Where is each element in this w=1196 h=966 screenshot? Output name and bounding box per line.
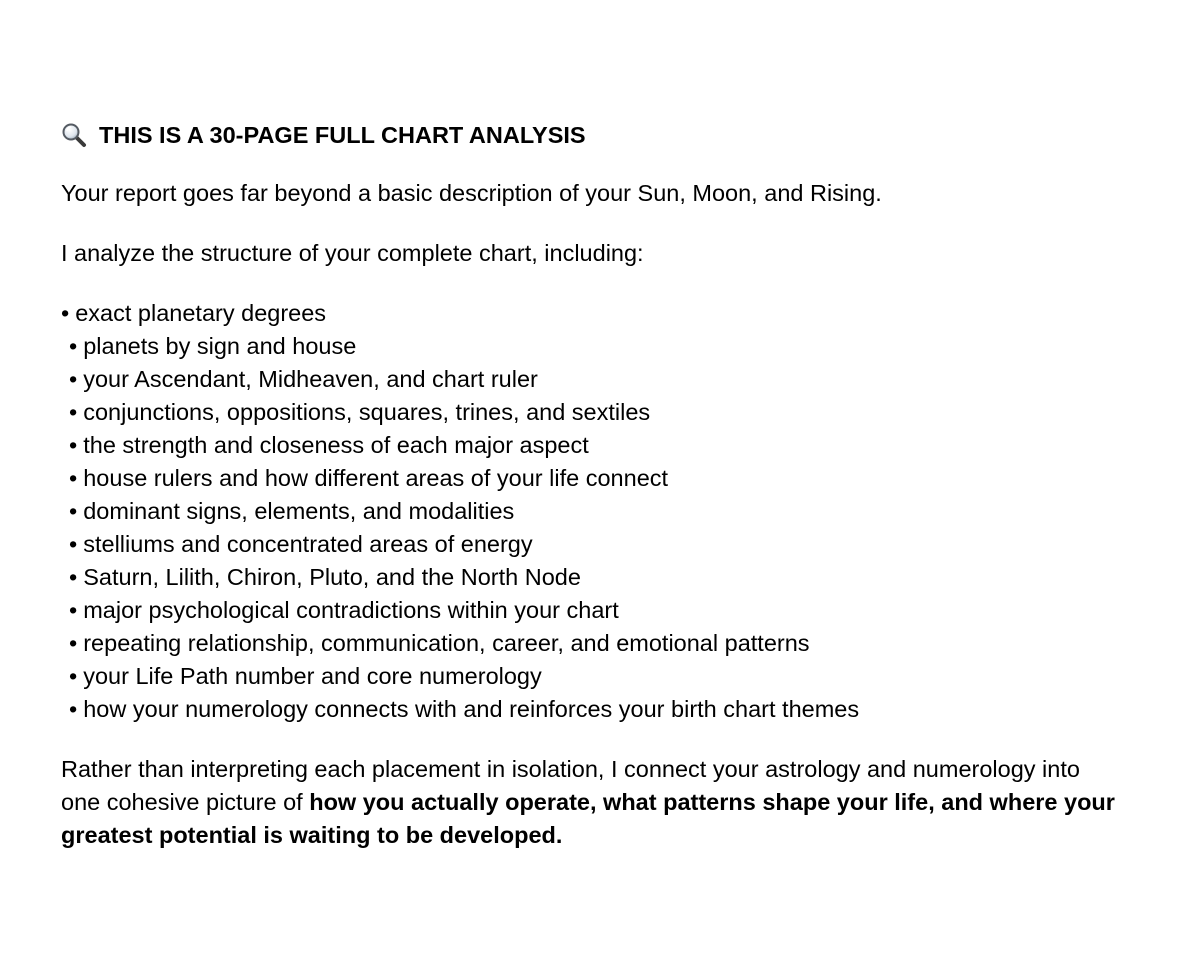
bullet-item (61, 495, 1141, 528)
bullet-item (61, 330, 1141, 363)
bullet-dot: • (69, 696, 78, 722)
closing-bold-text: how you actually operate, what patterns shape your life, and where your greatest potential is waiting to be developed. (61, 789, 1115, 848)
bullet-dot: • (69, 564, 78, 590)
bullet-item (61, 627, 1141, 660)
bullet-dot: • (69, 531, 78, 557)
bullet-dot: • (69, 465, 78, 491)
bullet-text: the strength and closeness of each major aspect (83, 432, 589, 458)
bullet-text: how your numerology connects with and reinforces your birth chart themes (83, 696, 860, 722)
bullet-dot: • (69, 663, 78, 689)
bullet-item (61, 561, 1141, 594)
bullet-text: exact planetary degrees (75, 300, 327, 326)
bullet-item (61, 297, 1141, 330)
bullet-dot: • (69, 399, 78, 425)
bullet-dot: • (69, 498, 78, 524)
bullet-item (61, 363, 1141, 396)
bullet-text: your Life Path number and core numerology (83, 663, 542, 689)
bullet-text: repeating relationship, communication, career, and emotional patterns (83, 630, 810, 656)
bullet-dot: • (69, 432, 78, 458)
bullet-item (61, 462, 1141, 495)
bullet-text: dominant signs, elements, and modalities (83, 498, 515, 524)
bullet-dot: • (69, 366, 78, 392)
bullet-item (61, 429, 1141, 462)
bullet-item (61, 528, 1141, 561)
section-heading (61, 117, 1141, 153)
bullet-item (61, 693, 1141, 726)
magnifying-glass-icon (61, 122, 87, 148)
bullet-text: Saturn, Lilith, Chiron, Pluto, and the North Node (83, 564, 581, 590)
bullet-item (61, 594, 1141, 627)
closing-paragraph (61, 753, 1121, 852)
document-body (61, 117, 1141, 852)
bullet-dot: • (69, 630, 78, 656)
heading-text: THIS IS A 30-PAGE FULL CHART ANALYSIS (99, 121, 586, 148)
bullet-text: house rulers and how different areas of your life connect (83, 465, 669, 491)
intro-paragraph: Your report goes far beyond a basic description of your Sun, Moon, and Rising. (61, 180, 882, 206)
bullet-text: major psychological contradictions within your chart (83, 597, 619, 623)
bullet-dot: • (69, 333, 78, 359)
bullet-dot: • (69, 597, 78, 623)
bullet-text: your Ascendant, Midheaven, and chart ruler (83, 366, 538, 392)
closing-plain-text: Rather than interpreting each placement in isolation, I connect your astrology and numerology into one cohesive picture of (61, 756, 1080, 815)
bullet-item (61, 660, 1141, 693)
feature-bullet-list (61, 297, 1141, 726)
bullet-text: conjunctions, oppositions, squares, trines, and sextiles (83, 399, 651, 425)
bullet-item (61, 396, 1141, 429)
bullet-dot: • (61, 300, 70, 326)
bullet-text: stelliums and concentrated areas of energy (83, 531, 533, 557)
bullet-text: planets by sign and house (83, 333, 357, 359)
lead-in-paragraph: I analyze the structure of your complete chart, including: (61, 240, 644, 266)
